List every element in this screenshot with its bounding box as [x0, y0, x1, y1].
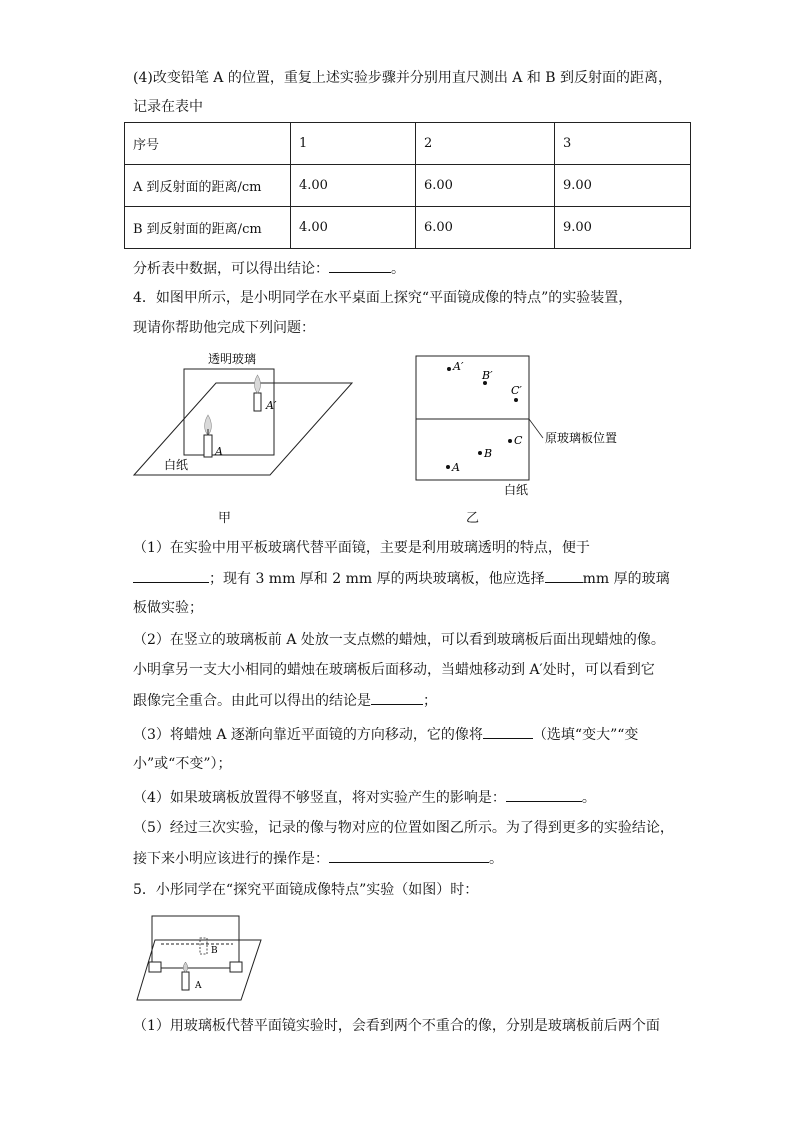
glass-plate: [152, 916, 239, 968]
q4-p5-line1: （5）经过三次实验，记录的像与物对应的位置如图乙所示。为了得到更多的实验结论，: [133, 820, 674, 836]
q4-p3-line1: [133, 724, 638, 745]
q4-intro-line1: 4．如图甲所示，是小明同学在水平桌面上探究“平面镜成像的特点”的实验装置，: [133, 290, 633, 306]
figure-q5: [135, 912, 265, 1006]
figure-yi-caption: 乙: [466, 511, 480, 526]
point-c-prime: [514, 398, 518, 402]
table-cell: A 到反射面的距离/cm: [125, 165, 291, 207]
q4-p5-prefix: 接下来小明应该进行的操作是：: [133, 851, 329, 867]
label-a: A: [452, 461, 460, 474]
figure-yi: [410, 350, 650, 500]
q5-intro: 5．小彤同学在“探究平面镜成像特点”实验（如图）时：: [133, 882, 479, 898]
right-support: [230, 962, 242, 972]
table-cell: 2: [416, 123, 555, 165]
q4-p2-prefix: 跟像完全重合。由此可以得出的结论是: [133, 693, 371, 709]
table-cell: 4.00: [291, 207, 416, 249]
q4-p2-line3: [133, 690, 437, 711]
point-b: [478, 451, 482, 455]
q4-p1-mid: ；现有 3 mm 厚和 2 mm 厚的两块玻璃板，他应选择: [209, 571, 545, 587]
answer-blank[interactable]: [329, 258, 391, 273]
q4-p5-suffix: 。: [489, 851, 503, 867]
figure-jia-caption: 甲: [218, 511, 232, 526]
q3-data-table: [124, 122, 691, 249]
table-cell: 9.00: [555, 165, 691, 207]
table-cell: 4.00: [291, 165, 416, 207]
table-cell: 3: [555, 123, 691, 165]
candle-a-icon: [182, 962, 189, 990]
label-c-prime: C′: [511, 384, 522, 397]
table-cell: 1: [291, 123, 416, 165]
q4-p5-line2: [133, 848, 503, 869]
answer-blank[interactable]: [483, 724, 533, 739]
q4-p1-end: mm 厚的玻璃: [582, 571, 670, 587]
q4-p1-line3: 板做实验；: [133, 600, 203, 616]
glass-label: 透明玻璃: [208, 352, 257, 366]
q4-p2-suffix: ；: [423, 693, 437, 709]
q4-p3-suffix: （选填“变大”“变: [532, 727, 639, 743]
table-cell: B 到反射面的距离/cm: [125, 207, 291, 249]
q3-analysis-prefix: 分析表中数据，可以得出结论：: [133, 261, 329, 277]
table-cell: 9.00: [555, 207, 691, 249]
candle-a-prime-icon: [254, 375, 261, 411]
left-support: [149, 962, 161, 972]
table-cell: 序号: [125, 123, 291, 165]
q4-p3-prefix: （3）将蜡烛 A 逐渐向靠近平面镜的方向移动，它的像将: [133, 727, 483, 743]
label-b: B: [211, 946, 218, 956]
q3-step4-line2: 记录在表中: [133, 99, 203, 115]
table-row: [125, 123, 691, 165]
answer-blank[interactable]: [133, 568, 209, 583]
table-cell: 6.00: [416, 165, 555, 207]
q4-p4-prefix: （4）如果玻璃板放置得不够竖直，将对实验产生的影响是：: [133, 790, 506, 806]
table-row: [125, 207, 691, 249]
q3-analysis-suffix: 。: [391, 261, 405, 277]
q4-p4-suffix: 。: [581, 790, 596, 806]
label-a: A: [195, 981, 202, 991]
glass-position-label: 原玻璃板位置: [545, 431, 618, 445]
figure-jia: [130, 345, 370, 525]
q4-p4: [133, 787, 596, 808]
answer-blank[interactable]: [371, 690, 423, 705]
point-a-prime-label: A′: [266, 399, 277, 412]
q4-p1-line1: （1）在实验中用平板玻璃代替平面镜，主要是利用玻璃透明的特点，便于: [133, 540, 590, 556]
q4-intro-line2: 现请你帮助他完成下列问题：: [133, 320, 315, 336]
q3-analysis: [133, 258, 405, 279]
q4-p1-line2: [133, 568, 670, 589]
answer-blank[interactable]: [329, 848, 489, 863]
q4-p3-line2: 小”或“不变”）；: [133, 756, 232, 772]
paper-label: 白纸: [504, 483, 529, 497]
label-b-prime: B′: [482, 369, 493, 382]
q3-step4-line1: (4)改变铅笔 A 的位置，重复上述实验步骤并分别用直尺测出 A 和 B 到反射面的距离，: [133, 70, 673, 86]
q4-p2-line1: （2）在竖立的玻璃板前 A 处放一支点燃的蜡烛，可以看到玻璃板后面出现蜡烛的像。: [133, 632, 665, 648]
point-a-prime: [447, 367, 451, 371]
answer-blank[interactable]: [545, 568, 583, 583]
label-b: B: [484, 447, 493, 460]
point-c: [508, 439, 512, 443]
answer-blank[interactable]: [506, 787, 582, 802]
leader-line: [529, 419, 543, 438]
white-paper-outline: [416, 356, 529, 480]
paper-label: 白纸: [164, 458, 189, 472]
candle-a-icon: [204, 415, 212, 457]
label-c: C: [514, 434, 523, 447]
q5-p1-line1: （1）用玻璃板代替平面镜实验时，会看到两个不重合的像，分别是玻璃板前后两个面: [133, 1018, 660, 1034]
q4-p2-line2: 小明拿另一支大小相同的蜡烛在玻璃板后面移动，当蜡烛移动到 A′处时，可以看到它: [133, 662, 655, 678]
table-row: [125, 165, 691, 207]
label-a-prime: A′: [453, 360, 464, 373]
table-cell: 6.00: [416, 207, 555, 249]
point-a: [446, 465, 450, 469]
point-a-label: A: [215, 445, 223, 458]
